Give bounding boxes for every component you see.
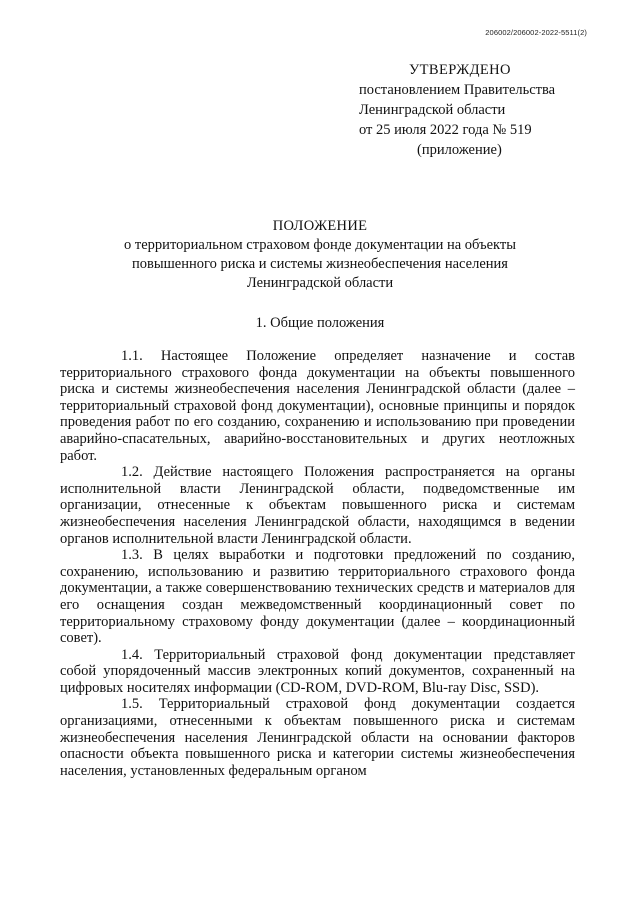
paragraph-1-5: 1.5. Территориальный страховой фонд документации создается организациями, отнесенными к объектам повышенного риска и системам жизнеобеспечения населения Ленинградской области на основании факторов опасности объекта повышенного риска и категории системы жизнеобеспечения населения, установленных федеральным органом	[60, 696, 575, 779]
approval-line-3: от 25 июля 2022 года № 519	[359, 122, 532, 138]
document-title-block	[60, 217, 580, 293]
approval-line-1: постановлением Правительства	[359, 82, 556, 98]
paragraph-1-4: 1.4. Территориальный страховой фонд документации представляет собой упорядоченный массив электронных копий документов, сохраненный на цифровых носителях информации (CD-ROM, DVD-ROM, Blu-ray Disc, SSD).	[60, 646, 575, 696]
body-text	[60, 348, 575, 779]
paragraph-1-2: 1.2. Действие настоящего Положения распространяется на органы исполнительной власти Ленинградской области, подведомственные им организации, отнесенные к объектам повышенного риска и системам жизнеобеспечения населения Ленинградской области, находящимся в ведении органов исполнительной власти Ленинградской области.	[60, 464, 575, 547]
document-subtitle-line-2: повышенного риска и системы жизнеобеспечения населения	[132, 256, 508, 272]
document-title: ПОЛОЖЕНИЕ	[272, 218, 368, 234]
section-heading: 1. Общие положения	[255, 315, 385, 331]
approval-title: УТВЕРЖДЕНО	[409, 62, 511, 78]
document-subtitle-line-1: о территориальном страховом фонде документации на объекты	[124, 237, 516, 253]
approval-stamp	[359, 60, 589, 160]
paragraph-1-3: 1.3. В целях выработки и подготовки предложений по созданию, сохранению, использованию и развитию территориального страхового фонда документации, а также совершенствованию технических средств и материалов для его оснащения создан межведомственный координационный совет по территориальному страховому фонду документации (далее – координационный совет).	[60, 547, 575, 647]
document-subtitle-line-3: Ленинградской области	[246, 275, 394, 291]
approval-line-2: Ленинградской области	[359, 102, 506, 118]
paragraph-1-1: 1.1. Настоящее Положение определяет назначение и состав территориального страхового фонда документации на объекты повышенного риска и системы жизнеобеспечения населения Ленинградской области (далее – территориальный страховой фонд документации), основные принципы и порядок проведения работ по его созданию, сохранению и использованию при проведении аварийно-спасательных, аварийно-восстановительных и других неотложных работ.	[60, 348, 575, 464]
approval-line-4: (приложение)	[417, 142, 502, 158]
document-id: 206002/206002-2022-5511(2)	[485, 28, 587, 37]
